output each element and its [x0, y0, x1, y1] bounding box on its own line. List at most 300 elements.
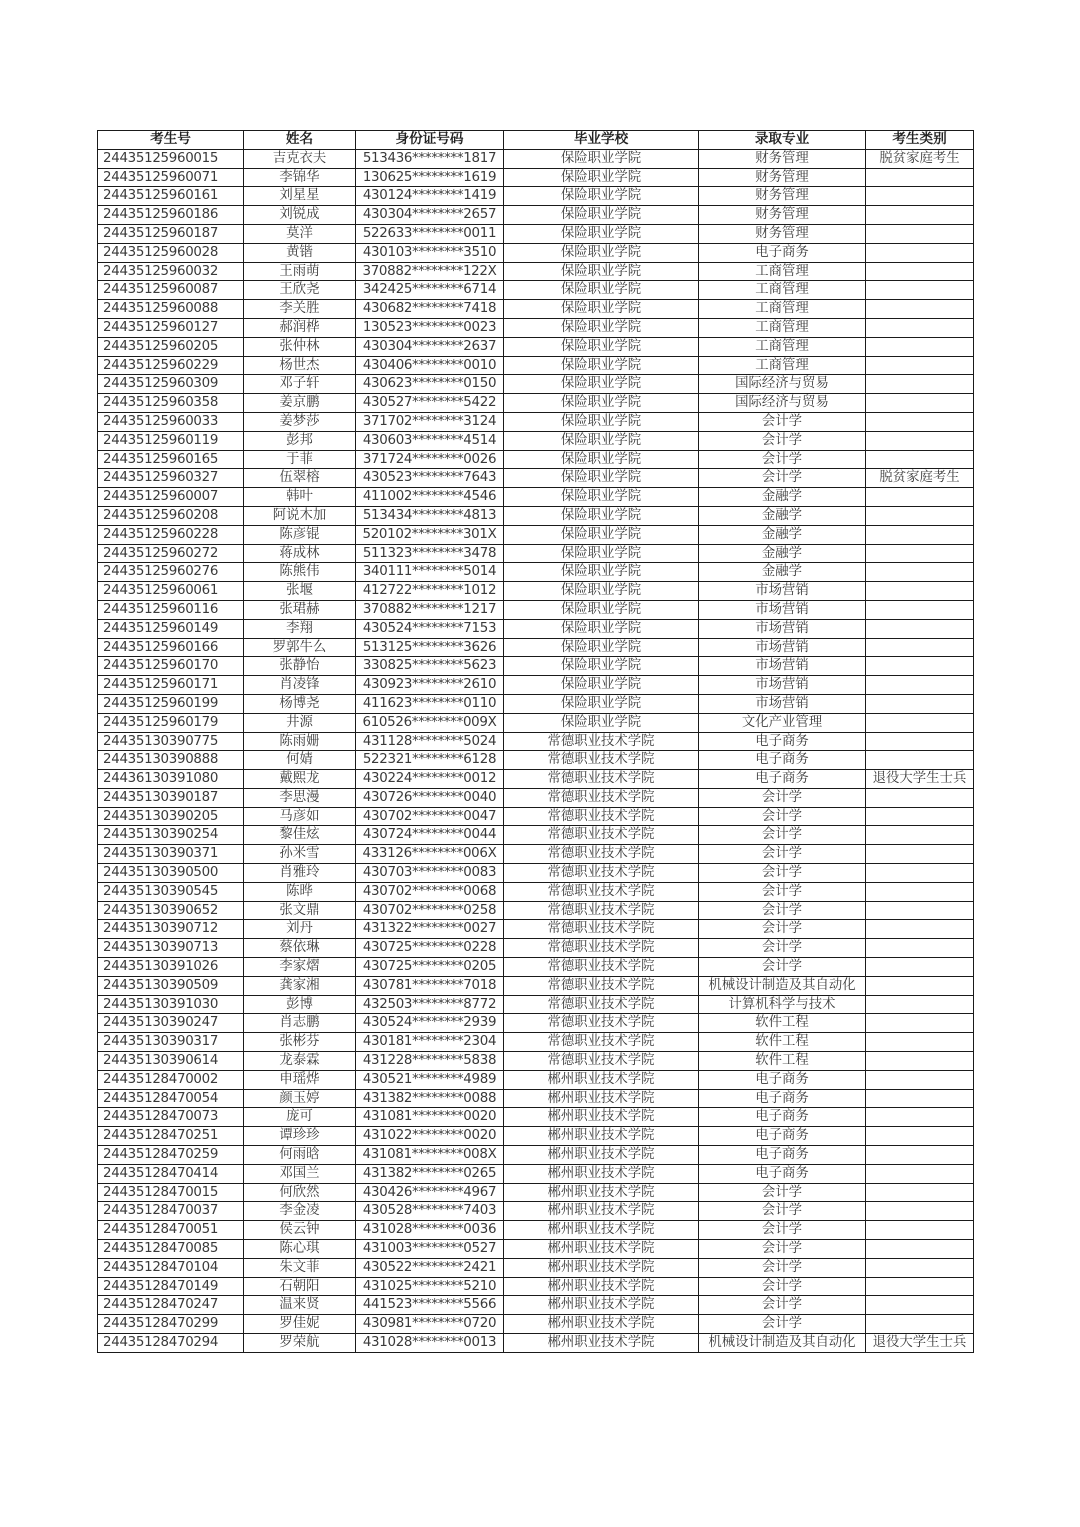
cell-admitted-major: 会计学: [699, 412, 866, 431]
cell-id-number: 430923********2610: [356, 676, 504, 695]
table-row: [98, 1127, 974, 1146]
cell-admitted-major: 工商管理: [699, 356, 866, 375]
cell-name: 孙米雪: [244, 845, 356, 864]
cell-name: 蒋成林: [244, 544, 356, 563]
cell-graduation-school: 保险职业学院: [504, 713, 699, 732]
cell-candidate-category: [866, 676, 974, 695]
cell-admitted-major: 软件工程: [699, 1052, 866, 1071]
table-row: [98, 638, 974, 657]
cell-candidate-category: [866, 1183, 974, 1202]
cell-candidate-category: [866, 318, 974, 337]
cell-id-number: 520102********301X: [356, 525, 504, 544]
cell-admitted-major: 机械设计制造及其自动化: [699, 1334, 866, 1353]
cell-candidate-category: [866, 976, 974, 995]
cell-admitted-major: 会计学: [699, 920, 866, 939]
cell-exam-number: 24435128470054: [98, 1089, 244, 1108]
cell-id-number: 430406********0010: [356, 356, 504, 375]
cell-candidate-category: 退役大学生士兵: [866, 770, 974, 789]
table-row: [98, 901, 974, 920]
table-row: [98, 525, 974, 544]
table-row: [98, 1221, 974, 1240]
cell-candidate-category: [866, 619, 974, 638]
cell-name: 张仲林: [244, 337, 356, 356]
table-row: [98, 168, 974, 187]
table-row: [98, 582, 974, 601]
cell-graduation-school: 保险职业学院: [504, 676, 699, 695]
cell-graduation-school: 常德职业技术学院: [504, 1014, 699, 1033]
cell-exam-number: 24435125960272: [98, 544, 244, 563]
cell-graduation-school: 郴州职业技术学院: [504, 1108, 699, 1127]
cell-id-number: 513434********4813: [356, 506, 504, 525]
header-exam-number: 考生号: [98, 131, 244, 150]
cell-admitted-major: 金融学: [699, 544, 866, 563]
cell-name: 张堰: [244, 582, 356, 601]
cell-name: 杨世杰: [244, 356, 356, 375]
cell-candidate-category: [866, 939, 974, 958]
cell-id-number: 130625********1619: [356, 168, 504, 187]
cell-candidate-category: [866, 262, 974, 281]
header-admitted-major: 录取专业: [699, 131, 866, 150]
cell-graduation-school: 保险职业学院: [504, 544, 699, 563]
cell-exam-number: 24435128470299: [98, 1315, 244, 1334]
cell-name: 黄锴: [244, 243, 356, 262]
cell-id-number: 431382********0265: [356, 1164, 504, 1183]
table-row: [98, 995, 974, 1014]
cell-graduation-school: 常德职业技术学院: [504, 770, 699, 789]
cell-exam-number: 24435130390545: [98, 882, 244, 901]
cell-id-number: 430523********7643: [356, 469, 504, 488]
table-row: [98, 600, 974, 619]
cell-exam-number: 24435128470251: [98, 1127, 244, 1146]
cell-name: 罗郭牛么: [244, 638, 356, 657]
cell-graduation-school: 郴州职业技术学院: [504, 1315, 699, 1334]
cell-name: 罗荣航: [244, 1334, 356, 1353]
cell-candidate-category: [866, 224, 974, 243]
cell-exam-number: 24435128470002: [98, 1070, 244, 1089]
cell-exam-number: 24435128470073: [98, 1108, 244, 1127]
cell-id-number: 412722********1012: [356, 582, 504, 601]
cell-graduation-school: 保险职业学院: [504, 224, 699, 243]
cell-id-number: 431003********0527: [356, 1240, 504, 1259]
cell-admitted-major: 会计学: [699, 939, 866, 958]
table-row: [98, 751, 974, 770]
cell-name: 陈熊伟: [244, 563, 356, 582]
cell-graduation-school: 郴州职业技术学院: [504, 1146, 699, 1165]
cell-graduation-school: 常德职业技术学院: [504, 788, 699, 807]
cell-exam-number: 24435128470149: [98, 1277, 244, 1296]
header-candidate-category: 考生类别: [866, 131, 974, 150]
cell-admitted-major: 工商管理: [699, 318, 866, 337]
cell-name: 陈雨姗: [244, 732, 356, 751]
cell-exam-number: 24435130390187: [98, 788, 244, 807]
cell-candidate-category: [866, 920, 974, 939]
cell-candidate-category: 脱贫家庭考生: [866, 469, 974, 488]
cell-candidate-category: [866, 375, 974, 394]
cell-candidate-category: 退役大学生士兵: [866, 1334, 974, 1353]
cell-graduation-school: 保险职业学院: [504, 506, 699, 525]
cell-exam-number: 24435130390614: [98, 1052, 244, 1071]
cell-name: 戴熙龙: [244, 770, 356, 789]
cell-candidate-category: [866, 732, 974, 751]
cell-id-number: 522633********0011: [356, 224, 504, 243]
cell-id-number: 431025********5210: [356, 1277, 504, 1296]
cell-admitted-major: 国际经济与贸易: [699, 375, 866, 394]
table-row: [98, 450, 974, 469]
cell-name: 侯云钟: [244, 1221, 356, 1240]
table-row: [98, 563, 974, 582]
cell-admitted-major: 市场营销: [699, 676, 866, 695]
cell-id-number: 430702********0047: [356, 807, 504, 826]
cell-id-number: 431128********5024: [356, 732, 504, 751]
table-row: [98, 788, 974, 807]
cell-candidate-category: [866, 1240, 974, 1259]
cell-graduation-school: 保险职业学院: [504, 262, 699, 281]
cell-candidate-category: [866, 657, 974, 676]
cell-exam-number: 24435125960187: [98, 224, 244, 243]
table-row: [98, 375, 974, 394]
cell-exam-number: 24435125960165: [98, 450, 244, 469]
cell-admitted-major: 会计学: [699, 1202, 866, 1221]
cell-id-number: 371724********0026: [356, 450, 504, 469]
cell-candidate-category: [866, 1146, 974, 1165]
table-row: [98, 1240, 974, 1259]
cell-graduation-school: 常德职业技术学院: [504, 845, 699, 864]
cell-admitted-major: 市场营销: [699, 638, 866, 657]
cell-graduation-school: 常德职业技术学院: [504, 864, 699, 883]
cell-name: 王欣尧: [244, 281, 356, 300]
cell-candidate-category: [866, 958, 974, 977]
cell-candidate-category: [866, 168, 974, 187]
cell-graduation-school: 郴州职业技术学院: [504, 1127, 699, 1146]
table-header: [98, 131, 974, 150]
cell-id-number: 430103********3510: [356, 243, 504, 262]
cell-id-number: 610526********009X: [356, 713, 504, 732]
cell-id-number: 340111********5014: [356, 563, 504, 582]
cell-id-number: 430524********7153: [356, 619, 504, 638]
cell-graduation-school: 郴州职业技术学院: [504, 1164, 699, 1183]
cell-exam-number: 24435125960205: [98, 337, 244, 356]
cell-admitted-major: 会计学: [699, 450, 866, 469]
table-row: [98, 976, 974, 995]
table-row: [98, 149, 974, 168]
cell-name: 肖雅玲: [244, 864, 356, 883]
cell-name: 彭邦: [244, 431, 356, 450]
admission-table-container: [97, 130, 974, 1353]
cell-admitted-major: 软件工程: [699, 1033, 866, 1052]
cell-graduation-school: 保险职业学院: [504, 394, 699, 413]
cell-exam-number: 24435125960033: [98, 412, 244, 431]
cell-id-number: 330825********5623: [356, 657, 504, 676]
cell-admitted-major: 金融学: [699, 488, 866, 507]
cell-graduation-school: 常德职业技术学院: [504, 920, 699, 939]
table-row: [98, 845, 974, 864]
table-row: [98, 544, 974, 563]
cell-exam-number: 24435130390888: [98, 751, 244, 770]
table-row: [98, 1070, 974, 1089]
cell-id-number: 430623********0150: [356, 375, 504, 394]
cell-admitted-major: 会计学: [699, 1221, 866, 1240]
cell-id-number: 432503********8772: [356, 995, 504, 1014]
table-row: [98, 1146, 974, 1165]
cell-candidate-category: [866, 788, 974, 807]
cell-graduation-school: 常德职业技术学院: [504, 751, 699, 770]
table-row: [98, 1296, 974, 1315]
cell-graduation-school: 保险职业学院: [504, 187, 699, 206]
cell-exam-number: 24435125960208: [98, 506, 244, 525]
cell-id-number: 430224********0012: [356, 770, 504, 789]
cell-exam-number: 24435130390247: [98, 1014, 244, 1033]
cell-admitted-major: 工商管理: [699, 262, 866, 281]
table-row: [98, 1164, 974, 1183]
cell-id-number: 431028********0013: [356, 1334, 504, 1353]
cell-exam-number: 24435125960309: [98, 375, 244, 394]
cell-name: 陈晔: [244, 882, 356, 901]
cell-graduation-school: 常德职业技术学院: [504, 1033, 699, 1052]
cell-graduation-school: 常德职业技术学院: [504, 939, 699, 958]
cell-admitted-major: 市场营销: [699, 657, 866, 676]
cell-exam-number: 24435125960127: [98, 318, 244, 337]
cell-id-number: 430726********0040: [356, 788, 504, 807]
cell-id-number: 430724********0044: [356, 826, 504, 845]
cell-name: 邓国兰: [244, 1164, 356, 1183]
table-row: [98, 826, 974, 845]
cell-name: 温来贤: [244, 1296, 356, 1315]
cell-graduation-school: 保险职业学院: [504, 600, 699, 619]
cell-graduation-school: 保险职业学院: [504, 206, 699, 225]
cell-exam-number: 24435125960186: [98, 206, 244, 225]
cell-exam-number: 24435130390509: [98, 976, 244, 995]
cell-name: 黎佳炫: [244, 826, 356, 845]
cell-name: 申瑶烨: [244, 1070, 356, 1089]
cell-name: 石朝阳: [244, 1277, 356, 1296]
cell-name: 刘星星: [244, 187, 356, 206]
cell-exam-number: 24435125960119: [98, 431, 244, 450]
table-row: [98, 506, 974, 525]
table-row: [98, 224, 974, 243]
cell-candidate-category: [866, 1033, 974, 1052]
cell-exam-number: 24435130390371: [98, 845, 244, 864]
table-row: [98, 770, 974, 789]
cell-name: 何雨晗: [244, 1146, 356, 1165]
cell-name: 刘锐成: [244, 206, 356, 225]
cell-candidate-category: [866, 826, 974, 845]
cell-candidate-category: [866, 713, 974, 732]
cell-exam-number: 24435128470015: [98, 1183, 244, 1202]
cell-name: 肖凌锋: [244, 676, 356, 695]
cell-candidate-category: [866, 995, 974, 1014]
cell-id-number: 130523********0023: [356, 318, 504, 337]
cell-id-number: 430426********4967: [356, 1183, 504, 1202]
cell-id-number: 430603********4514: [356, 431, 504, 450]
cell-candidate-category: [866, 1202, 974, 1221]
cell-candidate-category: [866, 356, 974, 375]
cell-graduation-school: 保险职业学院: [504, 488, 699, 507]
table-row: [98, 958, 974, 977]
cell-admitted-major: 电子商务: [699, 732, 866, 751]
cell-graduation-school: 常德职业技术学院: [504, 958, 699, 977]
cell-id-number: 430703********0083: [356, 864, 504, 883]
cell-exam-number: 24435125960358: [98, 394, 244, 413]
cell-exam-number: 24435130391030: [98, 995, 244, 1014]
cell-id-number: 430181********2304: [356, 1033, 504, 1052]
cell-exam-number: 24435125960171: [98, 676, 244, 695]
cell-id-number: 433126********006X: [356, 845, 504, 864]
cell-candidate-category: [866, 1127, 974, 1146]
cell-exam-number: 24435128470037: [98, 1202, 244, 1221]
cell-id-number: 431028********0036: [356, 1221, 504, 1240]
header-row: [98, 131, 974, 150]
cell-name: 李家熠: [244, 958, 356, 977]
table-row: [98, 939, 974, 958]
header-id-number: 身份证号码: [356, 131, 504, 150]
cell-admitted-major: 工商管理: [699, 281, 866, 300]
cell-name: 张珺赫: [244, 600, 356, 619]
cell-candidate-category: [866, 864, 974, 883]
cell-candidate-category: [866, 1277, 974, 1296]
cell-candidate-category: [866, 845, 974, 864]
cell-name: 李思漫: [244, 788, 356, 807]
cell-admitted-major: 机械设计制造及其自动化: [699, 976, 866, 995]
cell-name: 阿说木加: [244, 506, 356, 525]
table-row: [98, 1033, 974, 1052]
cell-graduation-school: 郴州职业技术学院: [504, 1202, 699, 1221]
cell-graduation-school: 郴州职业技术学院: [504, 1277, 699, 1296]
cell-name: 庞可: [244, 1108, 356, 1127]
cell-exam-number: 24435130390254: [98, 826, 244, 845]
cell-exam-number: 24435125960161: [98, 187, 244, 206]
cell-candidate-category: 脱贫家庭考生: [866, 149, 974, 168]
cell-admitted-major: 会计学: [699, 882, 866, 901]
cell-exam-number: 24435128470104: [98, 1258, 244, 1277]
cell-graduation-school: 保险职业学院: [504, 619, 699, 638]
cell-candidate-category: [866, 882, 974, 901]
cell-id-number: 513436********1817: [356, 149, 504, 168]
cell-graduation-school: 保险职业学院: [504, 450, 699, 469]
cell-admitted-major: 财务管理: [699, 187, 866, 206]
table-row: [98, 1334, 974, 1353]
cell-name: 朱文菲: [244, 1258, 356, 1277]
cell-graduation-school: 保险职业学院: [504, 149, 699, 168]
cell-name: 张文鼎: [244, 901, 356, 920]
cell-name: 郝润桦: [244, 318, 356, 337]
cell-admitted-major: 电子商务: [699, 1164, 866, 1183]
cell-admitted-major: 工商管理: [699, 300, 866, 319]
cell-admitted-major: 金融学: [699, 525, 866, 544]
cell-id-number: 430524********2939: [356, 1014, 504, 1033]
table-row: [98, 262, 974, 281]
cell-id-number: 430304********2657: [356, 206, 504, 225]
cell-name: 韩叶: [244, 488, 356, 507]
cell-admitted-major: 会计学: [699, 845, 866, 864]
cell-name: 马彦如: [244, 807, 356, 826]
cell-exam-number: 24435128470294: [98, 1334, 244, 1353]
cell-graduation-school: 保险职业学院: [504, 563, 699, 582]
table-body: [98, 149, 974, 1352]
cell-name: 杨博尧: [244, 694, 356, 713]
cell-graduation-school: 郴州职业技术学院: [504, 1183, 699, 1202]
cell-candidate-category: [866, 394, 974, 413]
cell-id-number: 511323********3478: [356, 544, 504, 563]
cell-admitted-major: 会计学: [699, 864, 866, 883]
cell-admitted-major: 电子商务: [699, 243, 866, 262]
table-row: [98, 732, 974, 751]
cell-admitted-major: 市场营销: [699, 619, 866, 638]
cell-admitted-major: 工商管理: [699, 337, 866, 356]
cell-exam-number: 24435125960327: [98, 469, 244, 488]
cell-graduation-school: 保险职业学院: [504, 243, 699, 262]
cell-candidate-category: [866, 563, 974, 582]
cell-candidate-category: [866, 450, 974, 469]
cell-id-number: 431322********0027: [356, 920, 504, 939]
cell-exam-number: 24435125960007: [98, 488, 244, 507]
table-row: [98, 431, 974, 450]
admission-table: [97, 130, 974, 1353]
table-row: [98, 488, 974, 507]
cell-exam-number: 24435128470051: [98, 1221, 244, 1240]
cell-candidate-category: [866, 431, 974, 450]
cell-name: 蔡依琳: [244, 939, 356, 958]
cell-name: 龙泰霖: [244, 1052, 356, 1071]
cell-exam-number: 24435128470414: [98, 1164, 244, 1183]
table-row: [98, 281, 974, 300]
cell-admitted-major: 财务管理: [699, 149, 866, 168]
cell-graduation-school: 保险职业学院: [504, 694, 699, 713]
cell-name: 李金凌: [244, 1202, 356, 1221]
cell-exam-number: 24435125960149: [98, 619, 244, 638]
header-graduation-school: 毕业学校: [504, 131, 699, 150]
cell-graduation-school: 保险职业学院: [504, 375, 699, 394]
cell-candidate-category: [866, 582, 974, 601]
cell-name: 于菲: [244, 450, 356, 469]
cell-admitted-major: 电子商务: [699, 1146, 866, 1165]
header-name: 姓名: [244, 131, 356, 150]
cell-candidate-category: [866, 337, 974, 356]
cell-candidate-category: [866, 187, 974, 206]
cell-exam-number: 24435125960015: [98, 149, 244, 168]
cell-exam-number: 24435125960061: [98, 582, 244, 601]
cell-name: 颜玉婷: [244, 1089, 356, 1108]
cell-id-number: 411002********4546: [356, 488, 504, 507]
cell-candidate-category: [866, 488, 974, 507]
cell-name: 李翔: [244, 619, 356, 638]
table-row: [98, 394, 974, 413]
cell-admitted-major: 会计学: [699, 1315, 866, 1334]
cell-name: 肖志鹏: [244, 1014, 356, 1033]
cell-exam-number: 24435130390712: [98, 920, 244, 939]
cell-id-number: 370882********1217: [356, 600, 504, 619]
cell-graduation-school: 郴州职业技术学院: [504, 1221, 699, 1240]
table-row: [98, 300, 974, 319]
cell-graduation-school: 郴州职业技术学院: [504, 1240, 699, 1259]
cell-graduation-school: 郴州职业技术学院: [504, 1334, 699, 1353]
cell-candidate-category: [866, 300, 974, 319]
cell-id-number: 430528********7403: [356, 1202, 504, 1221]
cell-name: 姜梦莎: [244, 412, 356, 431]
cell-exam-number: 24435125960087: [98, 281, 244, 300]
table-row: [98, 356, 974, 375]
cell-name: 伍翠榕: [244, 469, 356, 488]
table-row: [98, 1277, 974, 1296]
cell-exam-number: 24435125960071: [98, 168, 244, 187]
cell-admitted-major: 财务管理: [699, 206, 866, 225]
cell-graduation-school: 保险职业学院: [504, 412, 699, 431]
cell-name: 井源: [244, 713, 356, 732]
cell-id-number: 430702********0258: [356, 901, 504, 920]
cell-graduation-school: 常德职业技术学院: [504, 882, 699, 901]
cell-name: 王雨萌: [244, 262, 356, 281]
table-row: [98, 657, 974, 676]
cell-candidate-category: [866, 525, 974, 544]
